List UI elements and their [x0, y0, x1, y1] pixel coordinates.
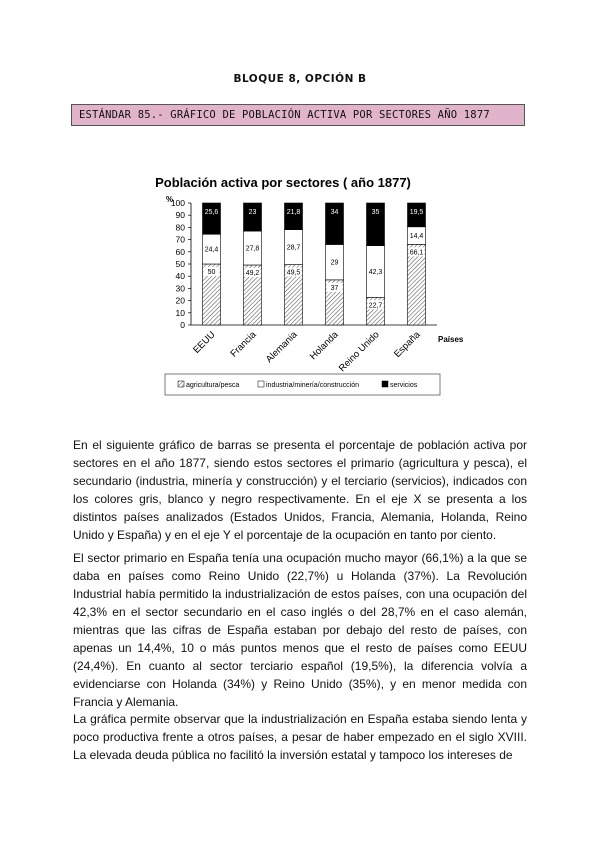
- data-label: 50: [207, 269, 216, 276]
- x-tick-label: Holanda: [307, 329, 341, 363]
- legend-label: agricultura/pesca: [186, 382, 240, 389]
- y-tick-label: 0: [180, 320, 185, 330]
- x-tick-label: España: [392, 329, 423, 360]
- data-label: 49,2: [245, 269, 260, 277]
- paragraph-analysis: El sector primario en España tenía una ocupación mucho mayor (66,1%) a la que se daba en países como Reino Unido (22,7%) u Holanda (37%). La Revolución Industrial había permitido la industrialización de estos países, con una ocupación del 42,3% en el sector secundario en el caso inglés o del 28,7% en el caso alemán, mientras que las cifras de España estaban por debajo del resto de países, con apenas un 14,4%, 10 o más puntos menos que el resto de países como EEUU (24,4%). En cuanto al sector terciario español (19,5%), la diferencia volvía a evidenciarse con Holanda (34%) y Reino Unido (35%), y en menor medida con Francia y Alemania.: [73, 551, 527, 709]
- y-tick-label: 60: [175, 246, 185, 257]
- y-tick-label: 70: [175, 234, 185, 245]
- x-tick-label: Reino Unido: [336, 329, 382, 375]
- bar-segment: [408, 244, 426, 325]
- data-label: 21,8: [286, 209, 301, 216]
- y-tick-label: 80: [175, 222, 185, 233]
- data-label: 34: [330, 209, 339, 216]
- paragraph-description: En el siguiente gráfico de barras se presenta el porcentaje de población activa por sectores en el año 1877, siendo estos sectores el primario (agricultura y pesca), el secundario (industria, minería y construcción) y el terciario (servicios), indicados con los colores gris, blanco y negro respectivamente. En el eje X se presenta a los distintos países analizados (Estados Unidos, Francia, Alemania, Holanda, Reino Unido y España) y en el eje Y el porcentaje de la ocupación en tanto por ciento.: [73, 438, 527, 542]
- data-label: 29: [330, 259, 339, 267]
- y-tick-label: 90: [175, 210, 185, 221]
- legend-swatch: [382, 381, 388, 387]
- data-label: 28,7: [286, 244, 301, 252]
- bar-segment: [203, 203, 221, 234]
- y-tick-label: 30: [175, 283, 185, 294]
- legend-label: servicios: [390, 382, 418, 389]
- data-label: 14,4: [409, 233, 424, 241]
- bar-segment: [244, 203, 262, 231]
- data-label: 66,1: [409, 249, 424, 257]
- stacked-bar-chart: [155, 162, 464, 412]
- y-tick-label: 100: [170, 198, 185, 208]
- legend-label: industria/minería/construcción: [266, 382, 359, 389]
- bar-segment: [285, 203, 303, 230]
- data-label: 37: [330, 284, 339, 292]
- chart-legend: [165, 374, 440, 395]
- x-tick-label: Francia: [228, 329, 259, 360]
- y-tick-label: 40: [175, 271, 185, 282]
- data-label: 27,8: [245, 245, 260, 253]
- standard-title-banner: ESTÁNDAR 85.- GRÁFICO DE POBLACIÓN ACTIVA POR SECTORES AÑO 1877: [71, 104, 525, 126]
- section-heading: BLOQUE 8, OPCIÓN B: [233, 73, 367, 85]
- y-tick-label: 20: [175, 295, 185, 306]
- y-tick-label: 50: [175, 259, 185, 269]
- data-label: 19,5: [409, 209, 424, 216]
- legend-swatch: [258, 381, 264, 387]
- data-label: 35: [371, 209, 380, 216]
- x-tick-label: EEUU: [191, 329, 218, 356]
- x-tick-label: Alemania: [263, 329, 300, 366]
- x-axis-label: Países: [438, 335, 464, 344]
- data-label: 49,5: [286, 269, 301, 277]
- data-label: 23: [248, 209, 257, 216]
- data-label: 24,4: [204, 246, 219, 254]
- paragraph-conclusion: La gráfica permite observar que la industrialización en España estaba siendo lenta y poco productiva frente a otros países, a pesar de haber empezado en el siglo XVIII. La elevada deuda pública no facilitó la inversión estatal y tampoco los intereses de: [73, 712, 527, 762]
- data-label: 42,3: [368, 269, 383, 277]
- legend-swatch: [178, 381, 184, 387]
- chart-title: Población activa por sectores ( año 1877): [155, 175, 411, 190]
- y-tick-label: 10: [175, 307, 185, 318]
- data-label: 22,7: [368, 302, 383, 310]
- data-label: 25,6: [204, 209, 219, 216]
- y-axis-label: %: [166, 195, 174, 204]
